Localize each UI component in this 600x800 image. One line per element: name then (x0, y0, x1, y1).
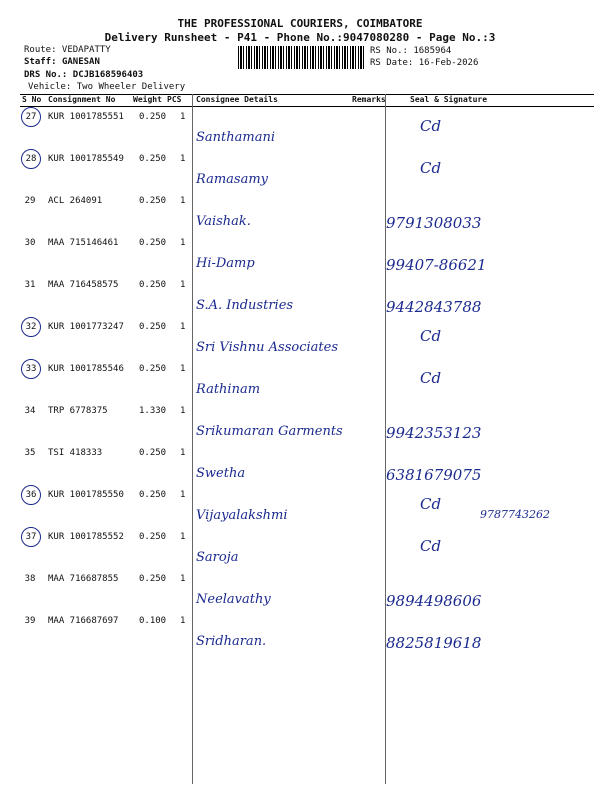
table-row (0, 532, 600, 574)
weight-value: 1.330 (139, 406, 167, 416)
serial-number: 35 (24, 448, 36, 458)
weight-value: 0.250 (139, 448, 167, 458)
delivery-signature: Cd (420, 117, 442, 135)
consignee-handwritten-name: Swetha (196, 466, 246, 481)
serial-number: 32 (21, 317, 41, 337)
pcs-count: 1 (180, 196, 186, 206)
recipient-phone-handwritten: 9787743262 (480, 508, 550, 521)
table-row (0, 406, 600, 448)
weight-value: 0.250 (139, 532, 167, 542)
consignee-handwritten-name: Srikumaran Garments (196, 424, 343, 439)
pcs-count: 1 (180, 322, 186, 332)
weight-value: 0.100 (139, 616, 167, 626)
weight-value: 0.250 (139, 196, 167, 206)
recipient-phone-handwritten: 9894498606 (386, 592, 482, 610)
table-row (0, 490, 600, 532)
recipient-phone-handwritten: 9442843788 (386, 298, 482, 316)
table-row (0, 154, 600, 196)
weight-value: 0.250 (139, 574, 167, 584)
consignment-number: TSI 418333 (48, 448, 103, 458)
consignee-handwritten-name: S.A. Industries (196, 298, 294, 313)
pcs-count: 1 (180, 112, 186, 122)
serial-number: 31 (24, 280, 36, 290)
table-row (0, 112, 600, 154)
serial-number: 30 (24, 238, 36, 248)
consignment-number: KUR 1001785549 (48, 154, 124, 164)
serial-number: 38 (24, 574, 36, 584)
route-label: Route: VEDAPATTY (24, 45, 111, 55)
table-row (0, 574, 600, 616)
table-header-rule (20, 106, 594, 107)
recipient-phone-handwritten: 9942353123 (386, 424, 482, 442)
vehicle-label: Vehicle: Two Wheeler Delivery (28, 82, 186, 92)
serial-number: 34 (24, 406, 36, 416)
serial-number: 33 (21, 359, 41, 379)
consignment-number: KUR 1001785546 (48, 364, 124, 374)
delivery-signature: Cd (420, 537, 442, 555)
consignee-handwritten-name: Ramasamy (196, 172, 269, 187)
pcs-count: 1 (180, 364, 186, 374)
consignee-handwritten-name: Vijayalakshmi (196, 508, 288, 523)
runsheet-subtitle: Delivery Runsheet - P41 - Phone No.:9047080280 - Page No.:3 (104, 31, 496, 44)
col-header-consignment: Consignment No (48, 95, 116, 104)
col-header-consignee: Consignee Details (196, 95, 278, 104)
table-row (0, 238, 600, 280)
pcs-count: 1 (180, 490, 186, 500)
col-header-weight: Weight (133, 95, 162, 104)
weight-value: 0.250 (139, 154, 167, 164)
document-title: THE PROFESSIONAL COURIERS, COIMBATORE (177, 17, 423, 30)
consignment-number: KUR 1001785551 (48, 112, 124, 122)
consignment-number: MAA 716687855 (48, 574, 119, 584)
staff-label: Staff: (24, 57, 57, 67)
consignee-handwritten-name: Vaishak. (196, 214, 251, 229)
recipient-phone-handwritten: 9791308033 (386, 214, 482, 232)
drs-number: DCJB168596403 (72, 70, 144, 80)
weight-value: 0.250 (139, 364, 167, 374)
consignment-number: KUR 1001785550 (48, 490, 124, 500)
col-header-sno: S No (22, 95, 42, 104)
table-row (0, 448, 600, 490)
consignee-handwritten-name: Sridharan. (196, 634, 267, 649)
recipient-phone-handwritten: 99407-86621 (386, 256, 487, 274)
delivery-signature: Cd (420, 159, 442, 177)
serial-number: 36 (21, 485, 41, 505)
consignee-handwritten-name: Santhamani (196, 130, 275, 145)
weight-value: 0.250 (139, 238, 167, 248)
drs-line (24, 70, 143, 80)
col-header-pcs: PCS (167, 95, 182, 104)
consignee-handwritten-name: Hi-Damp (196, 256, 255, 271)
staff-line (24, 57, 100, 67)
col-header-remarks: Remarks (352, 95, 386, 104)
weight-value: 0.250 (139, 490, 167, 500)
col-header-seal: Seal & Signature (410, 95, 488, 104)
consignment-number: MAA 716687697 (48, 616, 119, 626)
consignee-handwritten-name: Sri Vishnu Associates (196, 340, 338, 355)
consignment-number: TRP 6778375 (48, 406, 108, 416)
barcode (238, 46, 366, 69)
serial-number: 39 (24, 616, 36, 626)
consignee-handwritten-name: Rathinam (196, 382, 261, 397)
consignment-number: KUR 1001785552 (48, 532, 124, 542)
weight-value: 0.250 (139, 322, 167, 332)
consignee-handwritten-name: Saroja (196, 550, 239, 565)
recipient-phone-handwritten: 8825819618 (386, 634, 482, 652)
recipient-phone-handwritten: 6381679075 (386, 466, 482, 484)
rs-number: RS No.: 1685964 (370, 46, 452, 56)
pcs-count: 1 (180, 238, 186, 248)
pcs-count: 1 (180, 532, 186, 542)
serial-number: 37 (21, 527, 41, 547)
pcs-count: 1 (180, 406, 186, 416)
table-row (0, 616, 600, 658)
pcs-count: 1 (180, 154, 186, 164)
rs-date: RS Date: 16-Feb-2026 (370, 58, 479, 68)
table-row (0, 364, 600, 406)
consignment-number: KUR 1001773247 (48, 322, 124, 332)
table-row (0, 322, 600, 364)
pcs-count: 1 (180, 448, 186, 458)
pcs-count: 1 (180, 574, 186, 584)
table-row (0, 280, 600, 322)
consignment-number: ACL 264091 (48, 196, 103, 206)
pcs-count: 1 (180, 616, 186, 626)
consignment-number: MAA 715146461 (48, 238, 119, 248)
weight-value: 0.250 (139, 112, 167, 122)
delivery-signature: Cd (420, 327, 442, 345)
pcs-count: 1 (180, 280, 186, 290)
serial-number: 29 (24, 196, 36, 206)
serial-number: 28 (21, 149, 41, 169)
weight-value: 0.250 (139, 280, 167, 290)
table-row (0, 196, 600, 238)
consignment-number: MAA 716458575 (48, 280, 119, 290)
consignee-handwritten-name: Neelavathy (196, 592, 271, 607)
drs-label: DRS No.: (24, 70, 68, 80)
delivery-signature: Cd (420, 495, 442, 513)
staff-name: GANESAN (61, 57, 100, 67)
serial-number: 27 (21, 107, 41, 127)
delivery-signature: Cd (420, 369, 442, 387)
